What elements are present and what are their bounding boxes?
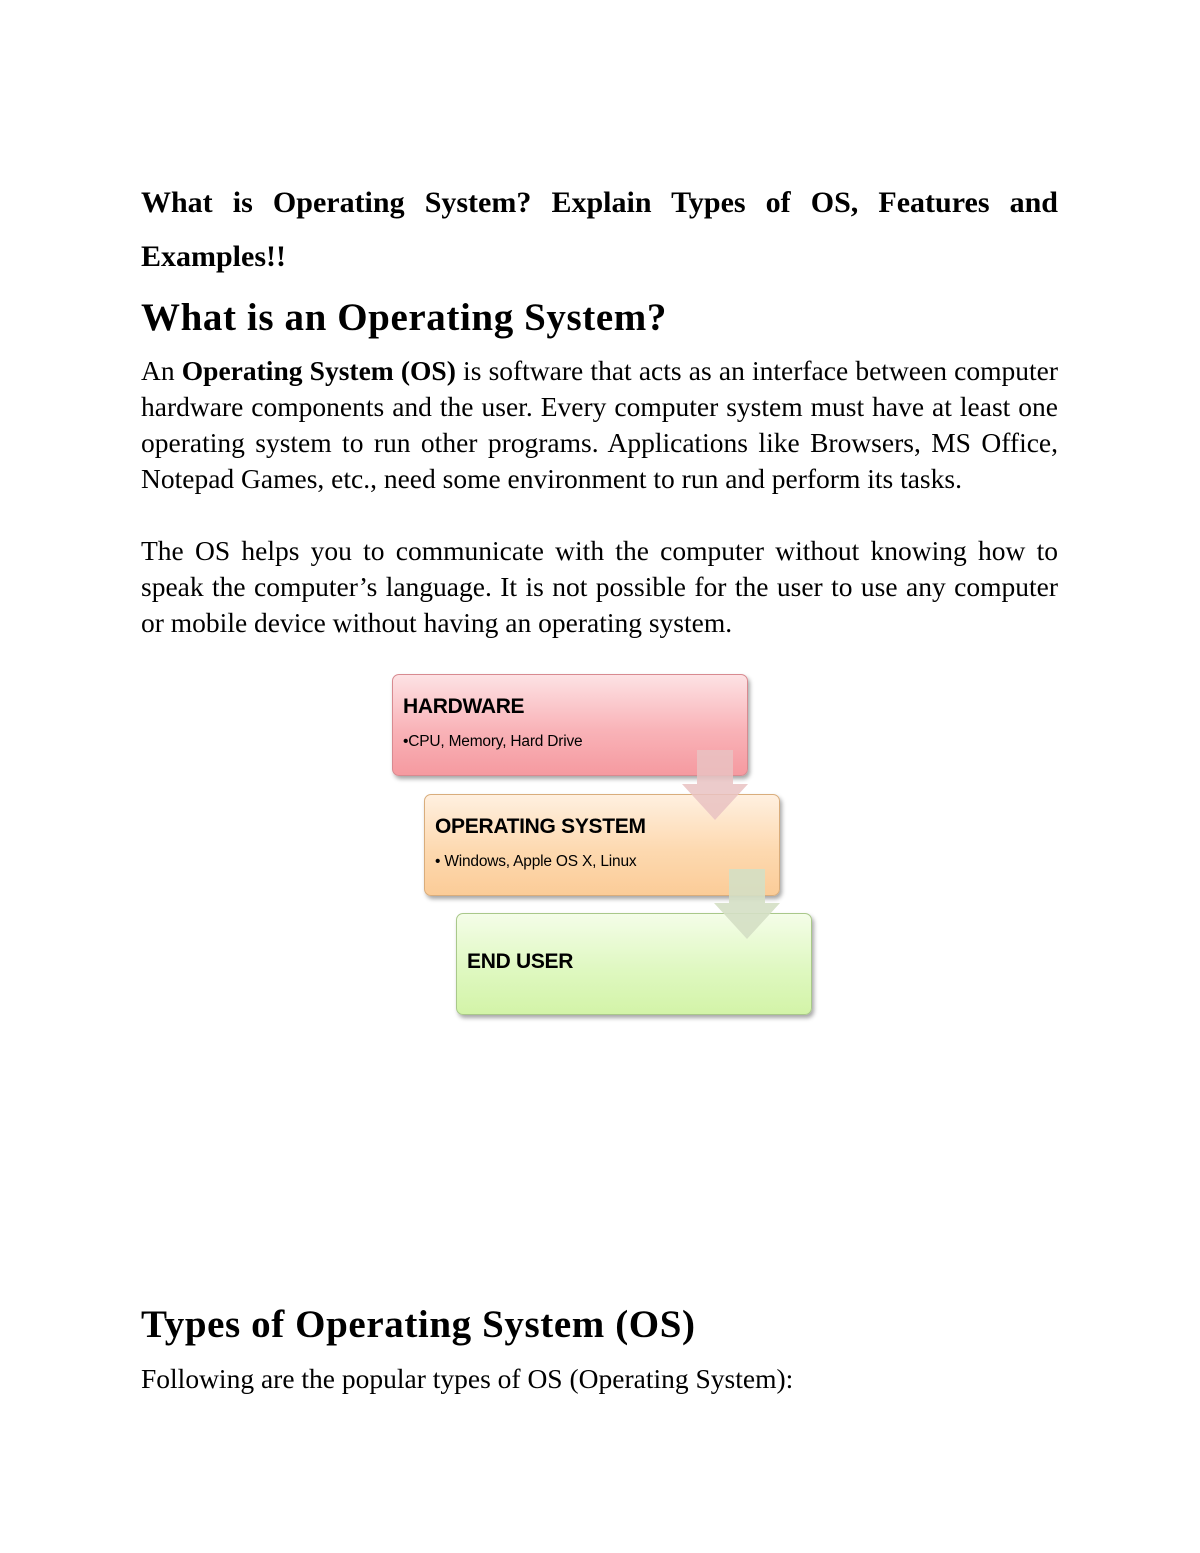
operating-system-box-title: OPERATING SYSTEM (435, 815, 646, 838)
end-user-box-title: END USER (467, 950, 574, 973)
intro-text-start: An (141, 355, 182, 386)
section-heading-what-is-os: What is an Operating System? (141, 296, 667, 339)
down-arrow-icon (712, 869, 782, 941)
operating-system-box-bullet: • Windows, Apple OS X, Linux (435, 853, 637, 870)
communication-paragraph: The OS helps you to communicate with the computer without knowing how to speak the computer’s language. It is not possible for the user to use any computer or mobile device without having an operating system. (141, 535, 1058, 638)
intro-text-rest: is software that acts as an interface between computer hardware components and the user. Every computer system must have at least one operating system to run other programs. Applications like Browsers, MS Office, Notepad Games, etc., need some environment to run and perform its tasks. (141, 355, 1058, 494)
hardware-box-bullet: •CPU, Memory, Hard Drive (403, 733, 583, 750)
down-arrow-icon (680, 750, 750, 822)
os-layers-diagram (388, 672, 818, 1024)
section-heading-types-of-os: Types of Operating System (OS) (141, 1303, 696, 1346)
intro-bold-term: Operating System (OS) (181, 355, 456, 386)
document-title: What is Operating System? Explain Types of OS, Features and Examples!! (141, 186, 1058, 273)
types-intro-paragraph: Following are the popular types of OS (Operating System): (141, 1363, 794, 1394)
hardware-box-title: HARDWARE (403, 695, 525, 718)
intro-paragraph (141, 353, 1058, 497)
